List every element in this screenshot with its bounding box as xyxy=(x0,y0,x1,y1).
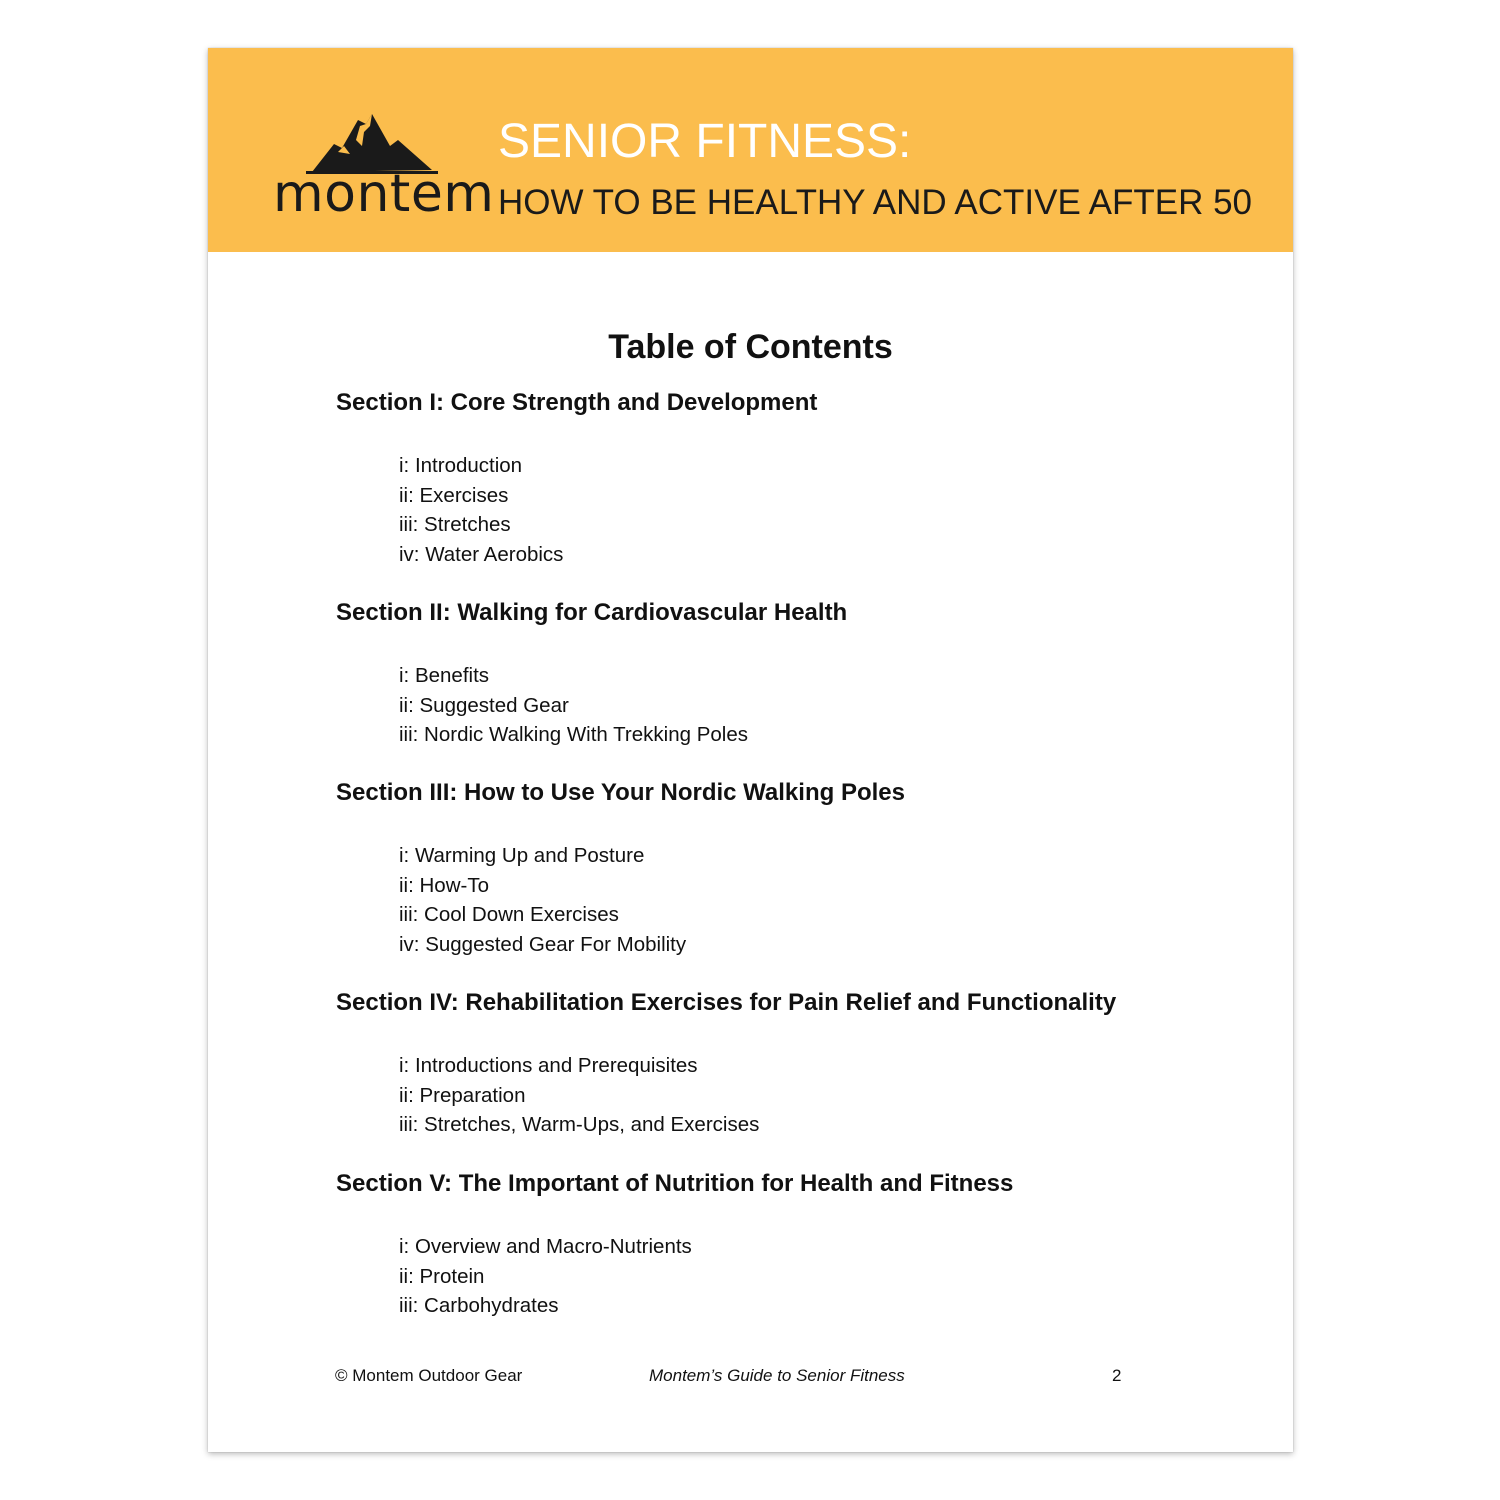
toc-section-2 xyxy=(336,601,847,750)
toc-section-4 xyxy=(336,991,1116,1140)
toc-item: ii: Suggested Gear xyxy=(399,693,569,717)
section-title: Section III: How to Use Your Nordic Walking Poles xyxy=(336,779,905,806)
section-title: Section V: The Important of Nutrition for Health and Fitness xyxy=(336,1170,1014,1197)
toc-heading: Table of Contents xyxy=(608,328,893,366)
toc-item: ii: Protein xyxy=(399,1264,485,1288)
section-item-list xyxy=(399,841,905,959)
toc-item: i: Benefits xyxy=(399,664,490,687)
section-item-list xyxy=(399,661,847,750)
toc-item: iv: Suggested Gear For Mobility xyxy=(399,932,687,956)
footer-guide-title: Montem’s Guide to Senior Fitness xyxy=(649,1366,905,1385)
toc-item: i: Warming Up and Posture xyxy=(399,844,645,867)
section-title: Section IV: Rehabilitation Exercises for Pain Relief and Functionality xyxy=(336,989,1117,1016)
toc-item: ii: Exercises xyxy=(399,483,509,507)
toc-item: iv: Water Aerobics xyxy=(399,542,564,566)
toc-item: i: Introductions and Prerequisites xyxy=(399,1054,698,1077)
toc-item: i: Introduction xyxy=(399,454,523,477)
section-title: Section I: Core Strength and Development xyxy=(336,389,818,416)
document-page xyxy=(208,48,1293,1452)
toc-section-3 xyxy=(336,781,905,959)
toc-item: iii: Cool Down Exercises xyxy=(399,903,619,926)
toc-item: i: Overview and Macro-Nutrients xyxy=(399,1235,692,1258)
section-item-list xyxy=(399,1051,1116,1140)
page-number: 2 xyxy=(1112,1366,1122,1385)
footer-copyright: © Montem Outdoor Gear xyxy=(335,1366,523,1385)
toc-section-5 xyxy=(336,1172,1013,1321)
toc-item: iii: Stretches xyxy=(399,513,511,536)
section-item-list xyxy=(399,1232,1013,1321)
section-title: Section II: Walking for Cardiovascular Health xyxy=(336,599,848,626)
toc-item: ii: How-To xyxy=(399,873,489,897)
toc-section-1 xyxy=(336,391,817,569)
toc-item: iii: Carbohydrates xyxy=(399,1294,559,1317)
header-banner xyxy=(208,48,1293,252)
brand-logo-text: montem xyxy=(273,164,495,224)
document-subtitle: HOW TO BE HEALTHY AND ACTIVE AFTER 50 xyxy=(498,183,1253,222)
section-item-list xyxy=(399,451,817,569)
document-title: SENIOR FITNESS: xyxy=(498,115,912,168)
toc-item: iii: Stretches, Warm-Ups, and Exercises xyxy=(399,1113,760,1136)
toc-item: ii: Preparation xyxy=(399,1083,526,1107)
toc-item: iii: Nordic Walking With Trekking Poles xyxy=(399,723,748,746)
